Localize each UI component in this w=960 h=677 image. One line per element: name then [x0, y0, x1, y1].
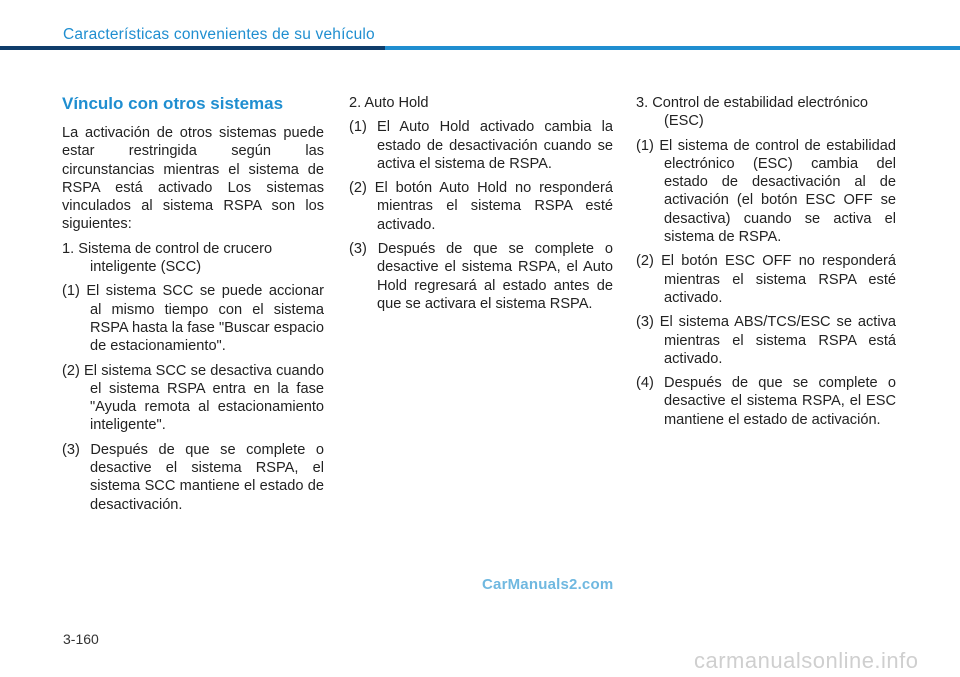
- page-number: 3-160: [63, 631, 99, 647]
- list-item: (1) El sistema SCC se puede accionar al mismo tiempo con el sistema RSPA hasta la fase "Buscar espacio de estacionamiento".: [62, 283, 324, 355]
- list-item: (3) Después de que se complete o desactive el sistema RSPA, el Auto Hold regresará al estado antes de que se activara el sistema RSPA.: [349, 241, 613, 312]
- list-heading-scc: 1. Sistema de control de crucero inteligente (SCC): [62, 240, 273, 276]
- list-item: (1) El Auto Hold activado cambia la estado de desactivación cuando se activa el sistema de RSPA.: [349, 119, 613, 172]
- section-title: Vínculo con otros sistemas: [62, 94, 284, 113]
- list-item: (2) El botón ESC OFF no responderá mientras el sistema RSPA esté activado.: [636, 253, 896, 306]
- list-item: (3) El sistema ABS/TCS/ESC se activa mientras el sistema RSPA está activado.: [636, 314, 896, 367]
- list-item: (2) El sistema SCC se desactiva cuando el sistema RSPA entra en la fase "Ayuda remota al estacionamiento inteligente".: [62, 362, 324, 434]
- watermark-link[interactable]: CarManuals2.com: [482, 576, 614, 593]
- column-1: [62, 94, 324, 520]
- intro-paragraph: La activación de otros sistemas puede estar restringida según las circunstancias mientras el sistema de RSPA está activado Los sistemas vinculados al sistema RSPA son los siguientes:: [62, 125, 324, 233]
- section-header: Características convenientes de su vehículo: [63, 26, 375, 43]
- list-heading-esc: 3. Control de estabilidad electrónico (ESC): [636, 95, 869, 130]
- list-item: (2) El botón Auto Hold no responderá mientras el sistema RSPA esté activado.: [349, 180, 613, 233]
- footer-watermark: carmanualsonline.info: [694, 648, 919, 673]
- column-2: [349, 94, 613, 319]
- list-item: (4) Después de que se complete o desactive el sistema RSPA, el ESC mantiene el estado de activación.: [636, 375, 896, 428]
- list-item: (1) El sistema de control de estabilidad electrónico (ESC) cambia del estado de desactivación al de activación (el botón ESC OFF se desactiva) cuando se activa el sistema de RSPA.: [636, 137, 896, 246]
- column-3: [636, 94, 896, 435]
- list-heading-auto-hold: 2. Auto Hold: [349, 95, 429, 111]
- list-item: (3) Después de que se complete o desactive el sistema RSPA, el sistema SCC mantiene el estado de desactivación.: [62, 441, 324, 513]
- header-rule-accent: [0, 46, 385, 50]
